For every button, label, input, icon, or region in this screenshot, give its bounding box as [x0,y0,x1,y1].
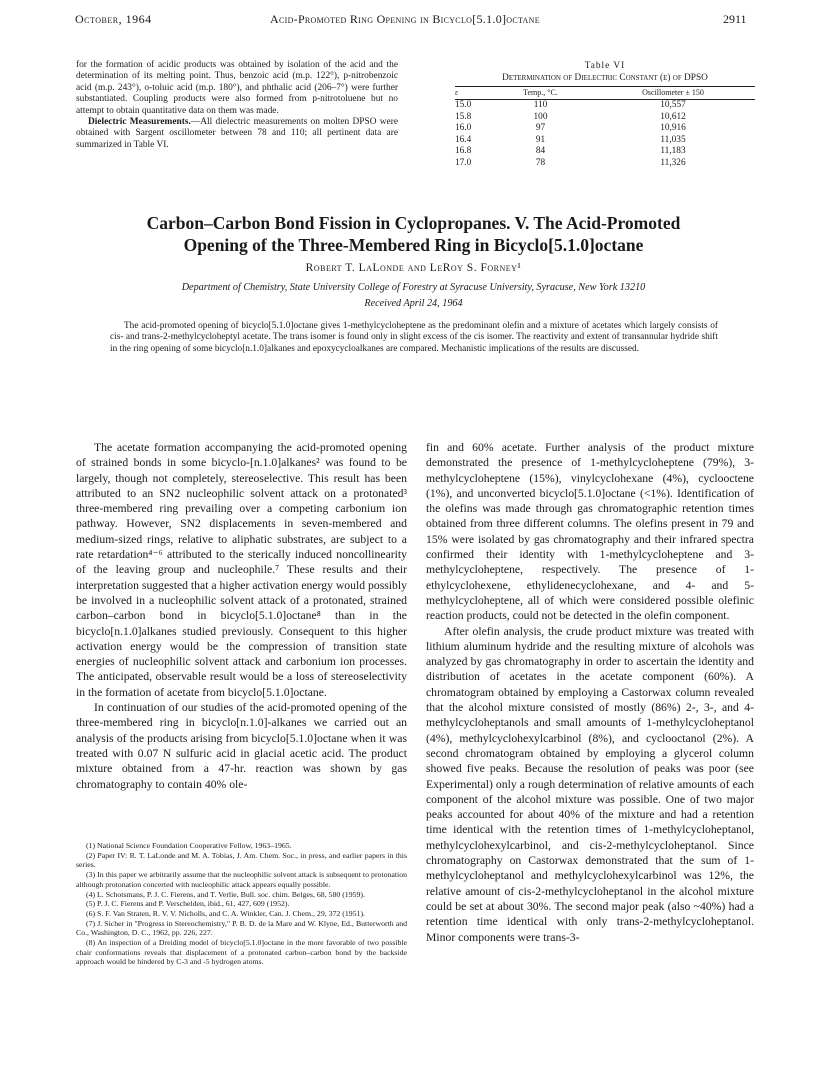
table-cell: 17.0 [455,157,472,168]
body-paragraph: In continuation of our studies of the acid-promoted opening of the three-membered ring in bicyclo[n.1.0]-alkanes we carried out an analysis of the products arising from bicyclo[5.1.0]octane when it was treated with 0.07 N sulfuric acid in glacial acetic acid. The product mixture obtained from a 47-hr. reaction was shown by gas chromatography to contain 40% ole- [76,701,407,791]
footnotes [76,841,407,967]
table-header-cell: Temp., °C. [523,88,558,97]
table-header-cell: ε [455,88,459,97]
table-row [455,158,755,170]
table-row [455,146,755,158]
dielectric-heading: Dielectric Measurements. [88,117,191,128]
table-row [455,135,755,147]
previous-article-end [76,60,398,151]
table-cell: 10,916 [660,123,686,134]
table-row [455,112,755,124]
table-title: Table VI [584,61,626,71]
table-cell: 110 [533,100,548,110]
table-header-row [455,87,755,98]
table-row [455,100,755,112]
article-authors: Robert T. LaLonde and LeRoy S. Forney¹ [305,262,522,274]
article-affiliation: Department of Chemistry, State University College of Forestry at Syracuse University, Syracuse, New York 13210 [181,282,646,293]
page-number: 2911 [723,12,747,26]
running-title: Acid-Promoted Ring Opening in Bicyclo[5.1.0]octane [270,12,540,26]
table-cell: 15.0 [455,100,472,110]
table-cell: 16.0 [455,123,472,134]
table-cell: 11,035 [660,134,686,145]
footnote: (8) An inspection of a Dreiding model of bicyclo[5.1.0]octane in the more favorable of two possible chair conformations reveals that displacement of a protonated carbon–carbon bond by the backside approach would be hindered by C-3 and -5 hydrogen atoms. [76,938,407,967]
header-date: October, 1964 [75,12,152,26]
footnote: (5) P. J. C. Fierens and P. Verschelden, ibid., 61, 427, 609 (1952). [86,899,290,909]
table-cell: 11,326 [660,157,686,168]
body-column-left [76,440,407,792]
body-paragraph: The acetate formation accompanying the acid-promoted opening of strained bonds in some bicyclo-[n.1.0]alkanes² was found to be largely, though not completely, stereoselective. This result has been attributed to an SN2 nucleophilic solvent attack on a protonated³ three-membered ring prevailing over a competing carbonium ion pathway. However, SN2 displacements in seven-membered and medium-sized rings, relative to aliphatic substrates, are subject to a rate retardation⁴⁻⁶ attributed to the sterically induced noncollinearity of the leaving group and nucleophile.⁷ These results and their interpretation suggested that a higher activation energy would possibly be involved in a nucleophilic solvent attack of a protonated, strained carbon–carbon bond in bicyclo[5.1.0]octane⁸ than in the bicyclo[n.1.0]alkanes studied previously. Consequent to this higher activation energy would be the compression of transition state energies of nucleophilic solvent attack and carbonium ion processes. The anticipated, observable result would be a loss of stereoselectivity in the formation of acetate from bicyclo[5.1.0]octane. [76,441,407,699]
table-vi [455,60,755,170]
dielectric-text: —All dielectric measurements on molten DPSO were obtained with Sargent oscillometer between 78 and 110; all pertinent data are summarized in Table VI. [76,117,398,150]
article-title-line: Carbon–Carbon Bond Fission in Cyclopropanes. V. The Acid-Promoted [146,213,681,233]
footnote: (2) Paper IV: R. T. LaLonde and M. A. Tobias, J. Am. Chem. Soc., in press, and earlier papers in this series. [76,850,407,870]
footnote: (3) In this paper we arbitrarily assume that the nucleophilic solvent attack is subsequent to protonation although protonation concerted with nucleophilic attack appears equally possible. [76,870,407,889]
table-cell: 91 [535,134,546,145]
article-title [0,212,827,256]
table-cell: 100 [533,111,548,122]
footnote: (7) J. Sicher in "Progress in Stereochemistry," P. B. D. de la Mare and W. Klyne, Ed., Butterworth and Co., Washington, D. C., 1962, pp. 226, 227. [76,918,407,938]
footnote: (4) L. Schotsmans, P. J. C. Fierens, and T. Verlie, Bull. soc. chim. Belges, 68, 580 (1959). [86,889,365,899]
footnote: (1) National Science Foundation Cooperative Fellow, 1963–1965. [86,841,292,850]
table-cell: 15.8 [455,111,472,122]
table-cell: 10,557 [660,100,686,110]
intro-paragraph: for the formation of acidic products was obtained by isolation of the acid and the determination of its melting point. Thus, benzoic acid (m.p. 122°), p-nitrobenzoic acid (m.p. 243°), o-toluic acid (m.p. 180°), and phthalic acid (206–7°) were further substantiated. Coupling products were also formed from p-nitrotoluene but no attempt to obtain quantitative data on them was made. [76,60,398,116]
table-cell: 16.8 [455,146,472,157]
table-cell: 78 [535,157,546,168]
table-header-cell: Oscillometer ± 150 [642,88,704,97]
body-paragraph: After olefin analysis, the crude product mixture was treated with lithium aluminum hydride and the resulting mixture of alcohols was analyzed by gas chromatography in order to ascertain the identity and distribution of acetates in the acetate component (60%). A chromatogram obtained by employing a Castorwax column revealed that the alcohol mixture consisted of mostly (86%) 2-, 3-, and 4-methylcycloheptanols and small amounts of 1-methylcycloheptanol (4%), methylcyclohexylcarbinol (8%), and cyclooctanol (2%). A second chromatogram obtained by employing a glycerol column showed five peaks. Because the resolution of peaks was poor (see Experimental) only a rough determination of relative amounts of each component of the alcohol mixture was possible. One of two major peaks accounted for about 40% of the mixture and had a retention time identical with the retention times of 1-methylcycloheptanol, methylcyclohexylcarbinol, and cis-2-methylcycloheptanol. Since chromatography on Castorwax demonstrated that the sum of 1-methylcycloheptanol and methylcyclohexylcarbinol was 12%, the relative amount of cis-2-methylcycloheptanol in the alcohol mixture could be set at about 30%. The second major peak (also ~40%) had a retention time identical with only trans-2-methylcycloheptanol. Minor components were trans-3- [426,624,754,944]
table-cell: 16.4 [455,134,472,145]
table-cell: 11,183 [660,146,686,157]
abstract: The acid-promoted opening of bicyclo[5.1.0]octane gives 1-methylcycloheptene as the predominant olefin and a mixture of acetates which largely consists of cis- and trans-2-methylcycloheptyl acetate. The trans isomer is found only in slight excess of the cis isomer. The reactivity and extent of transannular hydride shift in the ring opening of some bicyclo[n.1.0]alkanes and epoxycycloalkanes are compared. Mechanistic implications of the results are discussed. [110,321,718,354]
table-cell: 97 [535,123,546,134]
dielectric-paragraph [76,117,398,151]
table-cell: 84 [535,146,546,157]
table-row [455,123,755,135]
body-paragraph: fin and 60% acetate. Further analysis of the product mixture demonstrated the presence of 1-methylcycloheptene (79%), 3-methylcycloheptene (15%), vinylcyclohexane (4%), cyclooctene (1%), and unconverted bicyclo[5.1.0]octane (<1%). Identification of the olefins was made through gas chromatographic retention times obtained from three different columns. The olefins present in 79 and 15% were isolated by gas chromatography and their infrared spectra confirmed their identity with 1-methylcycloheptene and 3-methylcycloheptene, respectively. The presence of 1-ethylcyclohexene, ethylidenecyclohexane, and 4- and 5-methylcycloheptene, all of which were considered possible olefinic reaction products, could not be detected in the olefin component. [426,441,754,623]
table-caption: Determination of Dielectric Constant (ε) of DPSO [502,73,708,83]
body-column-right [426,440,754,945]
footnote: (6) S. F. Van Straten, R. V. V. Nicholls, and C. A. Winkler, Can. J. Chem., 29, 372 (1951). [86,908,366,918]
received-date: Received April 24, 1964 [364,298,463,309]
article-title-line: Opening of the Three-Membered Ring in Bicyclo[5.1.0]octane [183,235,644,255]
table-cell: 10,612 [660,111,686,122]
